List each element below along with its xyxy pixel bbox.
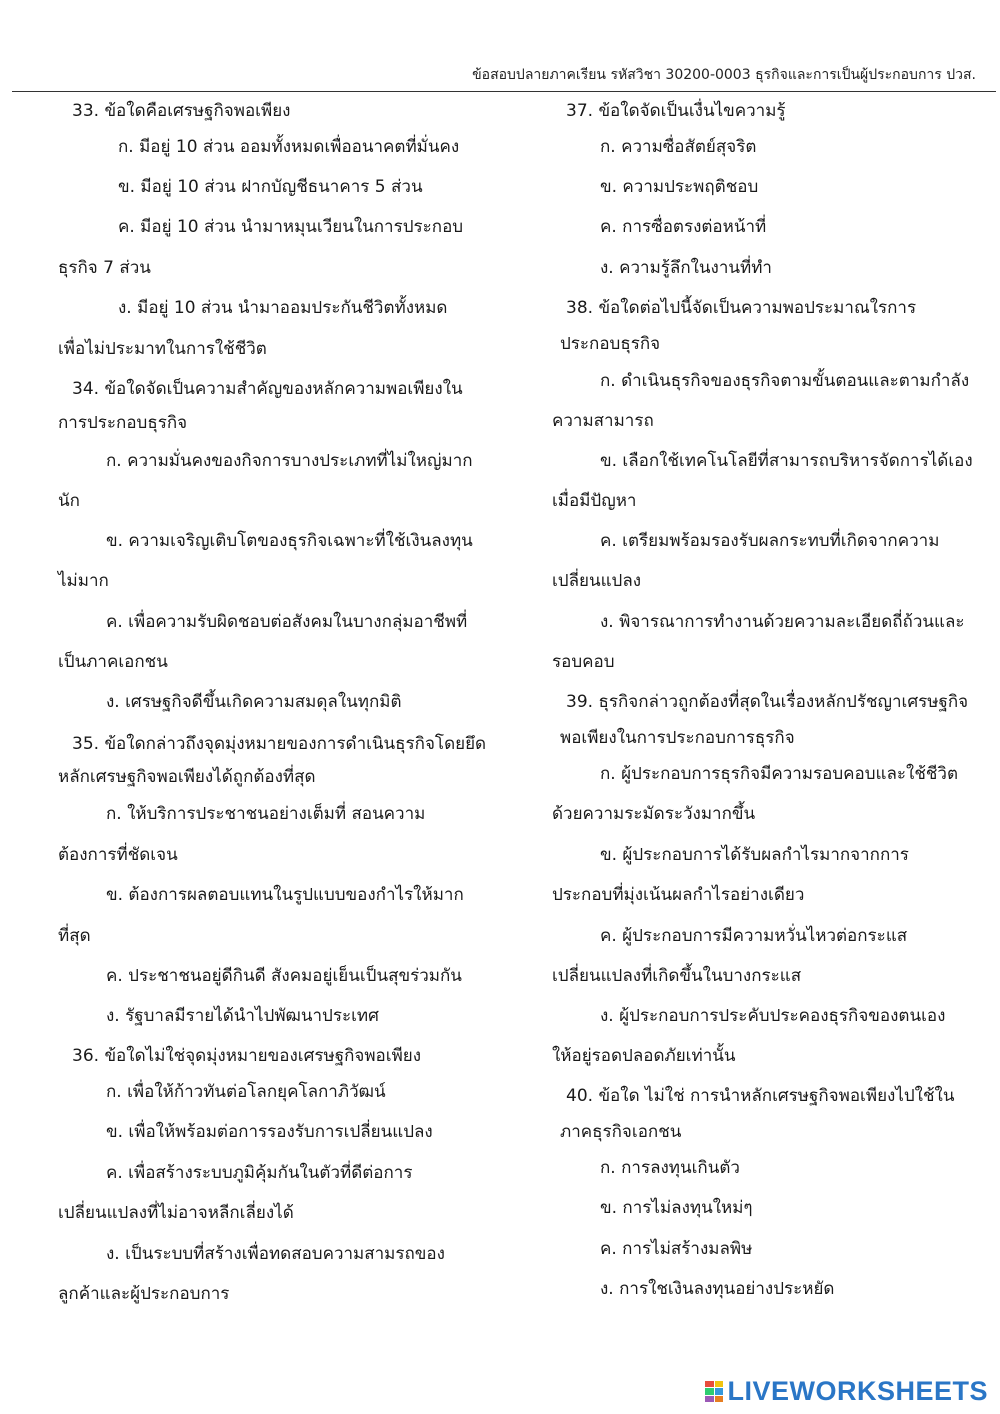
liveworksheets-wordmark: LIVEWORKSHEETS [727,1376,988,1406]
question-39-stem-cont: พอเพียงในการประกอบการธุรกิจ [560,728,795,748]
question-40-option-b: ข. การไม่ลงทุนใหม่ๆ [600,1198,753,1218]
question-40-stem-cont: ภาคธุรกิจเอกชน [560,1122,682,1142]
question-34-option-b-cont: ไม่มาก [58,571,109,591]
question-34-stem-cont: การประกอบธุรกิจ [58,413,188,433]
question-39-option-c-cont: เปลี่ยนแปลงที่เกิดขึ้นในบางกระแส [552,966,802,986]
question-35-option-b: ข. ต้องการผลตอบแทนในรูปแบบของกำไรให้มาก [106,885,464,905]
question-38-option-a: ก. ดำเนินธุรกิจของธุรกิจตามขั้นตอนและตามกำลัง [600,371,970,391]
question-36-option-b: ข. เพื่อให้พร้อมต่อการรองรับการเปลี่ยนแปลง [106,1122,433,1142]
question-40-option-c: ค. การไม่สร้างมลพิษ [600,1239,753,1259]
question-34-stem: 34. ข้อใดจัดเป็นความสำคัญของหลักความพอเพียงใน [72,379,463,399]
question-33-option-d-cont: เพื่อไม่ประมาทในการใช้ชีวิต [58,339,267,359]
question-38-option-a-cont: ความสามารถ [552,411,654,431]
question-37-option-c: ค. การซื่อตรงต่อหน้าที่ [600,217,767,237]
question-33-stem: 33. ข้อใดคือเศรษฐกิจพอเพียง [72,101,291,121]
question-40-stem: 40. ข้อใด ไม่ใช่ การนำหลักเศรษฐกิจพอเพียงไปใช้ใน [566,1086,955,1106]
question-36-option-c-cont: เปลี่ยนแปลงที่ไม่อาจหลีกเลี่ยงได้ [58,1203,294,1223]
question-34-option-d: ง. เศรษฐกิจดีขึ้นเกิดความสมดุลในทุกมิติ [106,692,402,712]
question-37-stem: 37. ข้อใดจัดเป็นเงื่นไขความรู้ [566,101,786,121]
question-35-option-b-cont: ที่สุด [58,926,91,946]
question-34-option-b: ข. ความเจริญเติบโตของธุรกิจเฉพาะที่ใช้เงินลงทุน [106,531,473,551]
liveworksheets-brand[interactable] [705,1376,988,1407]
question-40-option-a: ก. การลงทุนเกินตัว [600,1158,740,1178]
question-38-option-b: ข. เลือกใช้เทคโนโลยีที่สามารถบริหารจัดการได้เอง [600,451,973,471]
question-35-option-d: ง. รัฐบาลมีรายได้นำไปพัฒนาประเทศ [106,1006,379,1026]
question-39-option-a: ก. ผู้ประกอบการธุรกิจมีความรอบคอบและใช้ชีวิต [600,764,958,784]
question-38-option-c-cont: เปลี่ยนแปลง [552,571,642,591]
question-35-stem: 35. ข้อใดกล่าวถึงจุดมุ่งหมายของการดำเนินธุรกิจโดยยึด [72,734,487,754]
question-33-option-c-cont: ธุรกิจ 7 ส่วน [58,258,151,278]
liveworksheets-logo-icon [705,1381,723,1403]
question-39-option-d-cont: ให้อยู่รอดปลอดภัยเท่านั้น [552,1046,736,1066]
question-38-option-b-cont: เมื่อมีปัญหา [552,491,637,511]
question-35-option-a-cont: ต้องการที่ชัดเจน [58,845,178,865]
question-39-option-c: ค. ผู้ประกอบการมีความหวั่นไหวต่อกระแส [600,926,908,946]
question-35-stem-cont: หลักเศรษฐกิจพอเพียงได้ถูกต้องที่สุด [58,767,316,787]
question-37-option-b: ข. ความประพฤติชอบ [600,177,759,197]
question-34-option-c: ค. เพื่อความรับผิดชอบต่อสังคมในบางกลุ่มอาชีพที่ [106,612,468,632]
question-36-stem: 36. ข้อใดไม่ใช่จุดมุ่งหมายของเศรษฐกิจพอเพียง [72,1046,422,1066]
question-33-option-d: ง. มีอยู่ 10 ส่วน นำมาออมประกันชีวิตทั้งหมด [118,298,448,318]
question-39-option-a-cont: ด้วยความระมัดระวังมากขึ้น [552,804,756,824]
question-38-option-d: ง. พิจารณาการทำงานด้วยความละเอียดถี่ถ้วนและ [600,612,965,632]
question-36-option-d-cont: ลูกค้าและผู้ประกอบการ [58,1284,230,1304]
question-38-stem-cont: ประกอบธุรกิจ [560,334,661,354]
question-36-option-c: ค. เพื่อสร้างระบบภูมิคุ้มกันในตัวที่ดีต่อการ [106,1163,413,1183]
question-35-option-a: ก. ให้บริการประชาชนอย่างเต็มที่ สอนความ [106,804,426,824]
question-39-option-d: ง. ผู้ประกอบการประคับประคองธุรกิจของตนเอง [600,1006,946,1026]
question-33-option-b: ข. มีอยู่ 10 ส่วน ฝากบัญชีธนาคาร 5 ส่วน [118,177,423,197]
question-36-option-a: ก. เพื่อให้ก้าวทันต่อโลกยุคโลกาภิวัฒน์ [106,1082,386,1102]
page-header: ข้อสอบปลายภาคเรียน รหัสวิชา 30200-0003 ธุรกิจและการเป็นผู้ประกอบการ ปวส. [472,67,976,83]
question-37-option-a: ก. ความซื่อสัตย์สุจริต [600,137,757,157]
question-39-stem: 39. ธุรกิจกล่าวถูกต้องที่สุดในเรื่องหลักปรัชญาเศรษฐกิจ [566,692,969,712]
question-38-option-d-cont: รอบคอบ [552,652,615,672]
question-34-option-a-cont: นัก [58,491,80,511]
question-34-option-a: ก. ความมั่นคงของกิจการบางประเภทที่ไม่ใหญ่มาก [106,451,473,471]
question-40-option-d: ง. การใชเงินลงทุนอย่างประหยัด [600,1279,835,1299]
question-33-option-a: ก. มีอยู่ 10 ส่วน ออมทั้งหมดเพื่ออนาคตที่มั่นคง [118,137,460,157]
question-36-option-d: ง. เป็นระบบที่สร้างเพื่อทดสอบความสามรถของ [106,1244,445,1264]
question-39-option-b-cont: ประกอบที่มุ่งเน้นผลกำไรอย่างเดียว [552,885,805,905]
question-37-option-d: ง. ความรู้ลึกในงานที่ทำ [600,258,772,278]
question-38-stem: 38. ข้อใดต่อไปนี้จัดเป็นความพอประมาณใรการ [566,298,917,318]
question-38-option-c: ค. เตรียมพร้อมรองรับผลกระทบที่เกิดจากความ [600,531,940,551]
question-33-option-c: ค. มีอยู่ 10 ส่วน นำมาหมุนเวียนในการประกอบ [118,217,464,237]
question-34-option-c-cont: เป็นภาคเอกชน [58,652,168,672]
question-39-option-b: ข. ผู้ประกอบการได้รับผลกำไรมากจากการ [600,845,909,865]
question-35-option-c: ค. ประชาชนอยู่ดีกินดี สังคมอยู่เย็นเป็นสุขร่วมกัน [106,966,462,986]
